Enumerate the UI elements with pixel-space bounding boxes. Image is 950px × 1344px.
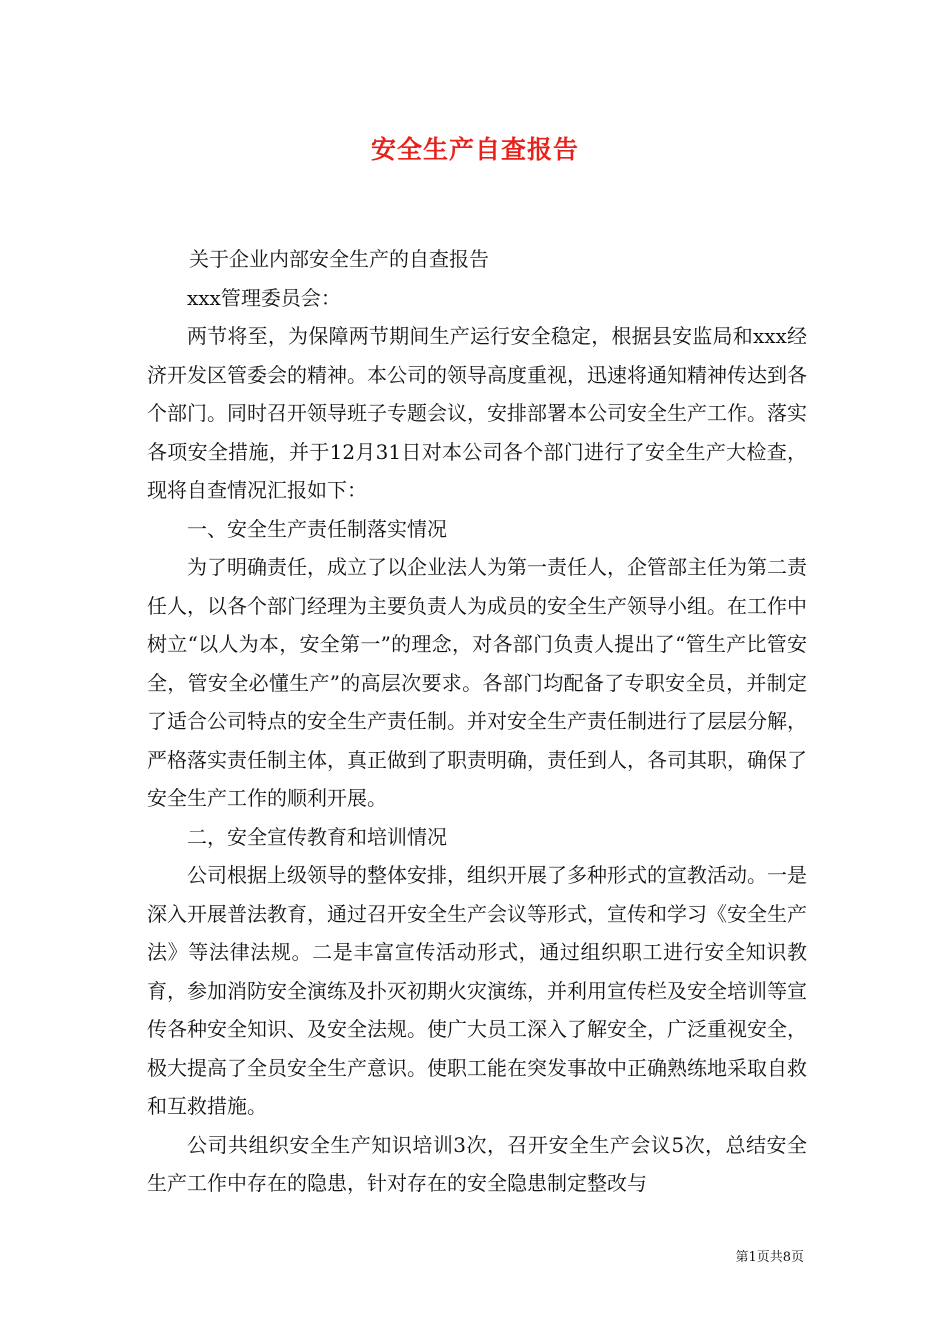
document-body	[147, 240, 807, 1203]
paragraph-education: 公司根据上级领导的整体安排，组织开展了多种形式的宣教活动。一是深入开展普法教育，通过召开安全生产会议等形式，宣传和学习《安全生产法》等法律法规。二是丰富宣传活动形式，通过组织职工进行安全知识教育，参加消防安全演练及扑灭初期火灾演练，并利用宣传栏及安全培训等宣传各种安全知识、及安全法规。使广大员工深入了解安全，广泛重视安全，极大提高了全员安全生产意识。使职工能在突发事故中正确熟练地采取自救和互救措施。	[147, 863, 807, 1118]
section-heading-1: 一、安全生产责任制落实情况	[187, 516, 447, 541]
page-title: 安全生产自查报告	[370, 135, 579, 164]
page-number: 第1页共8页	[735, 1250, 804, 1265]
paragraph-responsibility: 为了明确责任，成立了以企业法人为第一责任人，企管部主任为第二责任人，以各个部门经理为主要负责人为成员的安全生产领导小组。在工作中树立“以人为本，安全第一”的理念，对各部门负责人提出了“管生产比管安全，管安全必懂生产”的高层次要求。各部门均配备了专职安全员，并制定了适合公司特点的安全生产责任制。并对安全生产责任制进行了层层分解，严格落实责任制主体，真正做到了职责明确，责任到人，各司其职，确保了安全生产工作的顺利开展。	[147, 555, 807, 810]
document-subtitle: 关于企业内部安全生产的自查报告	[189, 247, 489, 271]
paragraph-training: 公司共组织安全生产知识培训3次，召开安全生产会议5次，总结安全生产工作中存在的隐患，针对存在的安全隐患制定整改与	[147, 1132, 807, 1195]
section-heading-2: 二，安全宣传教育和培训情况	[187, 824, 447, 849]
addressee: xxx管理委员会：	[187, 285, 341, 310]
paragraph-intro: 两节将至，为保障两节期间生产运行安全稳定，根据县安监局和xxx经济开发区管委会的精神。本公司的领导高度重视，迅速将通知精神传达到各个部门。同时召开领导班子专题会议，安排部署本公司安全生产工作。落实各项安全措施，并于12月31日对本公司各个部门进行了安全生产大检查，现将自查情况汇报如下：	[147, 324, 807, 502]
